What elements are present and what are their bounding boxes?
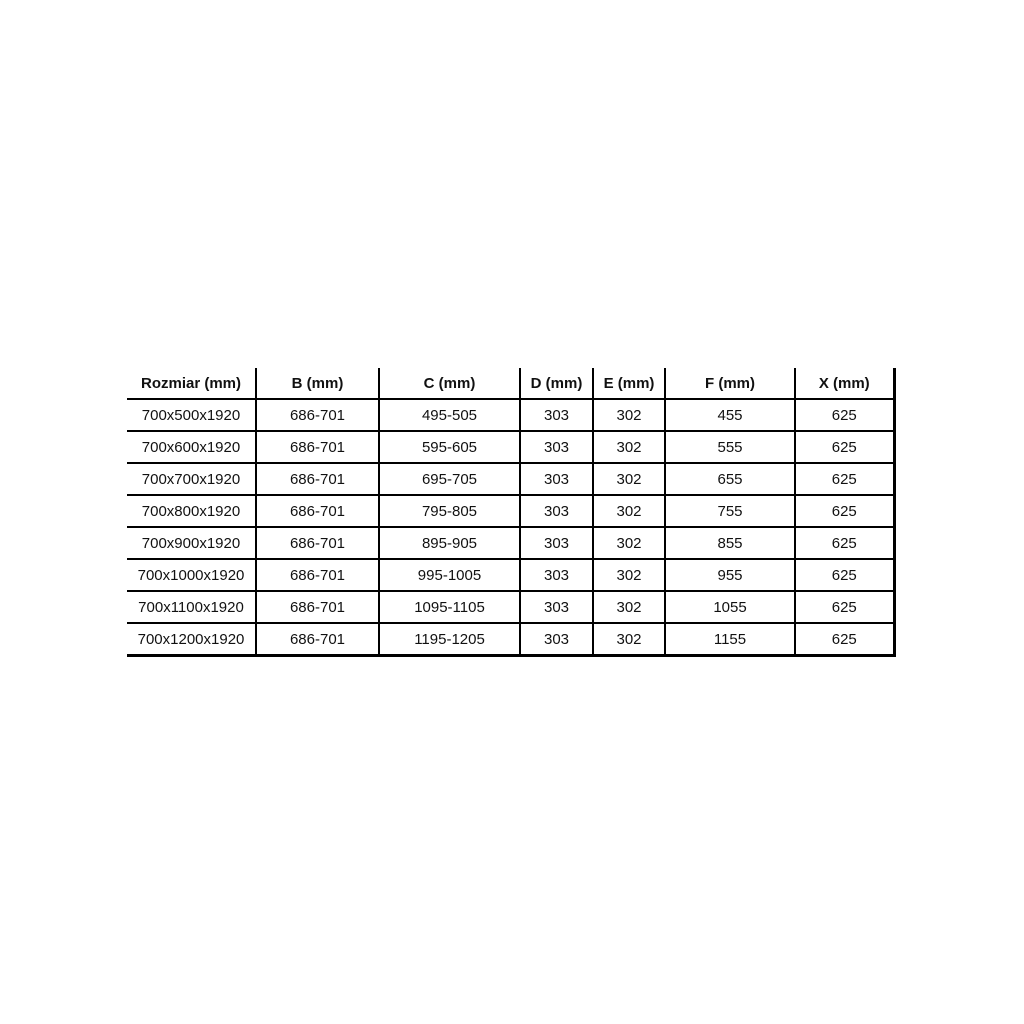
table-cell: 625 [795, 463, 894, 495]
column-header-rozmiar: Rozmiar (mm) [127, 368, 256, 399]
table-row [127, 495, 894, 527]
table-cell: 303 [520, 527, 593, 559]
table-cell: 686-701 [256, 623, 379, 656]
table-row [127, 623, 894, 656]
table-cell: 302 [593, 527, 665, 559]
column-header-x: X (mm) [795, 368, 894, 399]
table-cell: 495-505 [379, 399, 520, 431]
table-cell: 1055 [665, 591, 795, 623]
column-header-b: B (mm) [256, 368, 379, 399]
table-cell: 302 [593, 591, 665, 623]
table-cell: 302 [593, 623, 665, 656]
table-cell: 625 [795, 591, 894, 623]
table-cell: 686-701 [256, 463, 379, 495]
table-cell: 1195-1205 [379, 623, 520, 656]
table-cell: 700x1100x1920 [127, 591, 256, 623]
column-header-d: D (mm) [520, 368, 593, 399]
table-cell: 995-1005 [379, 559, 520, 591]
size-spec-table [127, 368, 896, 657]
table-cell: 895-905 [379, 527, 520, 559]
table-cell: 700x1200x1920 [127, 623, 256, 656]
table-cell: 302 [593, 463, 665, 495]
table-cell: 303 [520, 495, 593, 527]
table-cell: 700x800x1920 [127, 495, 256, 527]
table-cell: 855 [665, 527, 795, 559]
table-cell: 695-705 [379, 463, 520, 495]
table-cell: 303 [520, 399, 593, 431]
table-row [127, 431, 894, 463]
table-cell: 755 [665, 495, 795, 527]
table-cell: 625 [795, 623, 894, 656]
table-header-row [127, 368, 894, 399]
table-cell: 303 [520, 559, 593, 591]
table-cell: 700x900x1920 [127, 527, 256, 559]
table-row [127, 591, 894, 623]
table-cell: 655 [665, 463, 795, 495]
table-cell: 686-701 [256, 527, 379, 559]
column-header-e: E (mm) [593, 368, 665, 399]
table-cell: 686-701 [256, 495, 379, 527]
table-row [127, 559, 894, 591]
column-header-f: F (mm) [665, 368, 795, 399]
column-header-c: C (mm) [379, 368, 520, 399]
table-cell: 625 [795, 495, 894, 527]
table-cell: 302 [593, 431, 665, 463]
table-cell: 302 [593, 399, 665, 431]
table-cell: 686-701 [256, 559, 379, 591]
table-cell: 1095-1105 [379, 591, 520, 623]
table-cell: 303 [520, 431, 593, 463]
table-cell: 455 [665, 399, 795, 431]
table-cell: 700x600x1920 [127, 431, 256, 463]
table-cell: 955 [665, 559, 795, 591]
table-cell: 700x500x1920 [127, 399, 256, 431]
table-cell: 302 [593, 495, 665, 527]
table-cell: 303 [520, 463, 593, 495]
table-cell: 686-701 [256, 591, 379, 623]
table-row [127, 399, 894, 431]
table-cell: 625 [795, 559, 894, 591]
table-cell: 625 [795, 399, 894, 431]
table-cell: 700x1000x1920 [127, 559, 256, 591]
table-row [127, 463, 894, 495]
table-cell: 625 [795, 431, 894, 463]
table-cell: 686-701 [256, 431, 379, 463]
table-cell: 686-701 [256, 399, 379, 431]
table-cell: 625 [795, 527, 894, 559]
table-cell: 1155 [665, 623, 795, 656]
table-cell: 302 [593, 559, 665, 591]
table-cell: 303 [520, 591, 593, 623]
table-cell: 303 [520, 623, 593, 656]
table-cell: 700x700x1920 [127, 463, 256, 495]
table-cell: 595-605 [379, 431, 520, 463]
table-cell: 795-805 [379, 495, 520, 527]
table-row [127, 527, 894, 559]
table-cell: 555 [665, 431, 795, 463]
